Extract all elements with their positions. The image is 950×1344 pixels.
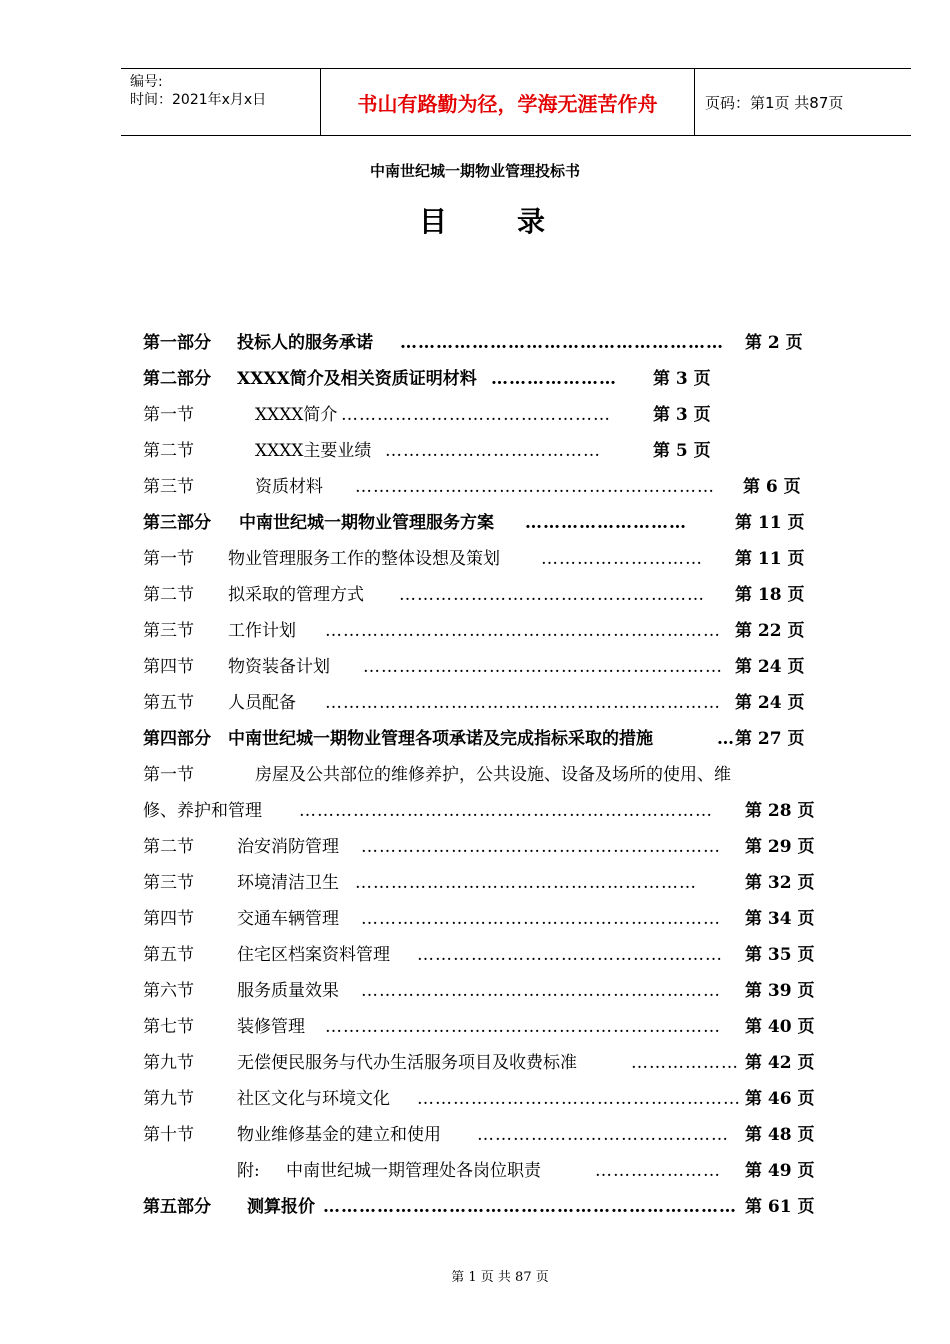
toc-title: 人员配备 [228, 693, 296, 713]
toc-row-part4-sec9a[interactable] [143, 1050, 813, 1076]
toc-label: 第五节 [143, 945, 194, 965]
toc-dots: …………………………………… [477, 1125, 729, 1145]
toc-dots: ………………… [491, 369, 617, 389]
toc-row-part3[interactable] [143, 510, 803, 536]
toc-title: 物业维修基金的建立和使用 [237, 1125, 441, 1145]
toc-title: 中南世纪城一期物业管理各项承诺及完成指标采取的措施 [228, 729, 653, 749]
toc-page: 第 42 页 [745, 1053, 815, 1073]
toc-dots: ………………………………………………………… [325, 621, 721, 641]
toc-page: 第 3 页 [653, 369, 711, 389]
toc-dots: …………………………………………………… [355, 477, 715, 497]
toc-title: 环境清洁卫生 [237, 873, 339, 893]
toc-label: 第五节 [143, 693, 194, 713]
toc-row-part4-sec10[interactable] [143, 1122, 813, 1148]
toc-label: 第三部分 [143, 513, 211, 533]
toc-dots: ……………………………………………… [400, 333, 724, 353]
toc-title: XXXX简介 [255, 405, 338, 425]
toc-page: 第 24 页 [735, 693, 805, 713]
toc-dots: …………………………………………………… [361, 837, 721, 857]
toc-row-part5[interactable] [143, 1194, 813, 1220]
toc-label: 第一部分 [143, 333, 211, 353]
toc-dots: …………………………………………… [399, 585, 705, 605]
toc-row-part3-sec1[interactable] [143, 546, 803, 572]
toc-page: 第 11 页 [735, 549, 805, 569]
toc-dots: ………………………………………………… [355, 873, 697, 893]
toc-label: 第二节 [143, 837, 194, 857]
toc-dots: ……………………………… [385, 441, 601, 461]
toc-page: 第 24 页 [735, 657, 805, 677]
toc-page: 第 2 页 [745, 333, 803, 353]
time-label: 时间：2021年x月x日 [130, 92, 267, 108]
toc-page: 第 11 页 [735, 513, 805, 533]
toc-row-part4-sec5[interactable] [143, 942, 813, 968]
toc-dots: ………………………………………………………… [325, 1017, 721, 1037]
toc-row-part4-sec3[interactable] [143, 870, 813, 896]
toc-page: 第 34 页 [745, 909, 815, 929]
toc-page: 第 3 页 [653, 405, 711, 425]
toc-row-part4-sec1[interactable] [143, 762, 813, 824]
toc-label: 第七节 [143, 1017, 194, 1037]
toc-label: 第四节 [143, 657, 194, 677]
toc-title: 工作计划 [228, 621, 296, 641]
toc-title: 社区文化与环境文化 [237, 1089, 390, 1109]
toc-title-continued: 修、养护和管理 [143, 801, 262, 821]
toc-label: 第六节 [143, 981, 194, 1001]
toc-row-part3-sec5[interactable] [143, 690, 813, 716]
toc-page: 第 18 页 [735, 585, 805, 605]
toc-dots: …………………………………………………………… [323, 1197, 737, 1217]
toc-page: 第 6 页 [743, 477, 801, 497]
page-footer: 第 1 页 共 87 页 [451, 1270, 549, 1285]
toc-dots: ……………………………………………… [417, 1089, 741, 1109]
toc-page: 第 35 页 [745, 945, 815, 965]
toc-row-part4-sec9b[interactable] [143, 1086, 813, 1112]
toc-row-part3-sec4[interactable] [143, 654, 803, 680]
toc-label: 第三节 [143, 873, 194, 893]
toc-dots: ……………………… [525, 513, 687, 533]
toc-dots: … [717, 729, 735, 749]
toc-row-appendix[interactable] [143, 1158, 813, 1184]
toc-row-part4-sec4[interactable] [143, 906, 813, 932]
header-motto: 书山有路勤为径，学海无涯苦作舟 [321, 69, 695, 135]
toc-title: 中南世纪城一期管理处各岗位职责 [286, 1161, 541, 1181]
toc-title: 物业管理服务工作的整体设想及策划 [228, 549, 500, 569]
toc-title: 投标人的服务承诺 [237, 333, 373, 353]
toc-page: 第 48 页 [745, 1125, 815, 1145]
toc-title: 拟采取的管理方式 [228, 585, 364, 605]
toc-page: 第 28 页 [745, 801, 815, 821]
toc-title: XXXX简介及相关资质证明材料 [237, 369, 477, 389]
toc-label: 第二部分 [143, 369, 211, 389]
toc-dots: …………………………………………………… [361, 909, 721, 929]
toc-dots: ……………………… [541, 549, 703, 569]
toc-page: 第 5 页 [653, 441, 711, 461]
toc-row-part2-sec2[interactable] [143, 438, 803, 464]
toc-page: 第 49 页 [745, 1161, 815, 1181]
toc-row-part4-sec2[interactable] [143, 834, 813, 860]
page-header [121, 68, 911, 136]
toc-row-part3-sec3[interactable] [143, 618, 803, 644]
toc-title: 治安消防管理 [237, 837, 339, 857]
header-meta [121, 69, 321, 135]
header-page-info: 页码：第1页 共87页 [705, 93, 844, 112]
toc-page: 第 40 页 [745, 1017, 815, 1037]
toc-title: 资质材料 [255, 477, 323, 497]
toc-row-part1[interactable] [143, 330, 803, 356]
toc-title: 交通车辆管理 [237, 909, 339, 929]
toc-dots: …………………………………………………… [363, 657, 723, 677]
toc-row-part4-sec7[interactable] [143, 1014, 813, 1040]
toc-row-part4-sec6[interactable] [143, 978, 813, 1004]
toc-title: 房屋及公共部位的维修养护，公共设施、设备及场所的使用、维 [255, 765, 731, 785]
toc-label: 第十节 [143, 1125, 194, 1145]
toc-label: 第九节 [143, 1053, 194, 1073]
toc-page: 第 46 页 [745, 1089, 815, 1109]
toc-page: 第 39 页 [745, 981, 815, 1001]
toc-title: 住宅区档案资料管理 [237, 945, 390, 965]
toc-page: 第 32 页 [745, 873, 815, 893]
toc-title: 无偿便民服务与代办生活服务项目及收费标准 [237, 1053, 577, 1073]
toc-label: 第九节 [143, 1089, 194, 1109]
toc-label: 第一节 [143, 405, 194, 425]
toc-page: 第 61 页 [745, 1197, 815, 1217]
toc-label: 第一节 [143, 765, 194, 785]
toc-page: 第 27 页 [735, 729, 805, 749]
toc-label: 附: [237, 1161, 260, 1181]
toc-dots: …………………………………………………………… [299, 801, 713, 821]
toc-heading: 目录 [418, 205, 615, 238]
toc-dots: …………………………………………… [417, 945, 723, 965]
toc-row-part2-sec3[interactable] [143, 474, 803, 500]
toc-title: 服务质量效果 [237, 981, 339, 1001]
toc-title: 中南世纪城一期物业管理服务方案 [239, 513, 494, 533]
toc-label: 第三节 [143, 477, 194, 497]
toc-label: 第四部分 [143, 729, 211, 749]
toc-page: 第 22 页 [735, 621, 805, 641]
toc-title: XXXX主要业绩 [255, 441, 372, 461]
toc-page: 第 29 页 [745, 837, 815, 857]
toc-label: 第二节 [143, 585, 194, 605]
toc-label: 第一节 [143, 549, 194, 569]
toc-row-part3-sec2[interactable] [143, 582, 803, 608]
toc-label: 第二节 [143, 441, 194, 461]
toc-label: 第四节 [143, 909, 194, 929]
toc-dots: ………………… [595, 1161, 721, 1181]
toc-row-part2[interactable] [143, 366, 803, 392]
toc-dots: ……………………………………… [341, 405, 611, 425]
toc-title: 装修管理 [237, 1017, 305, 1037]
serial-label: 编号: [130, 74, 163, 90]
toc-dots: ………………………………………………………… [325, 693, 721, 713]
toc-dots: ……………… [631, 1053, 739, 1073]
toc-row-part2-sec1[interactable] [143, 402, 803, 428]
toc-label: 第三节 [143, 621, 194, 641]
toc-label: 第五部分 [143, 1197, 211, 1217]
toc-row-part4[interactable] [143, 726, 813, 752]
toc-title: 物资装备计划 [228, 657, 330, 677]
toc-dots: …………………………………………………… [361, 981, 721, 1001]
document-title: 中南世纪城一期物业管理投标书 [369, 162, 580, 180]
toc-title: 测算报价 [247, 1197, 315, 1217]
